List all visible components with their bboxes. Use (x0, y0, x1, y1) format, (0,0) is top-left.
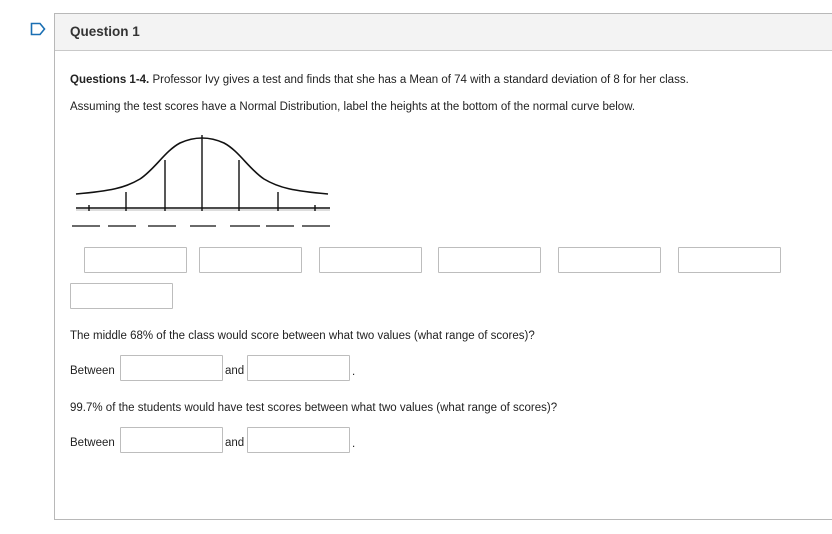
between-label: Between (70, 437, 115, 449)
height-input-4[interactable] (438, 247, 541, 273)
flag-icon[interactable] (30, 22, 46, 36)
period-label: . (352, 366, 356, 378)
question-header (55, 14, 832, 51)
question-title: Question 1 (70, 24, 140, 39)
range-68-high-input[interactable] (247, 355, 350, 381)
and-label: and (225, 437, 245, 449)
period-label: . (352, 438, 356, 450)
question-68-text: The middle 68% of the class would score between what two values (what range of scores)? (70, 330, 535, 342)
range-997-low-input[interactable] (120, 427, 223, 453)
question-997-text: 99.7% of the students would have test scores between what two values (what range of scores)? (70, 402, 558, 414)
height-input-1[interactable] (84, 247, 187, 273)
height-input-5[interactable] (558, 247, 661, 273)
height-input-2[interactable] (199, 247, 302, 273)
question-intro (70, 74, 689, 86)
and-label: and (225, 365, 245, 377)
height-input-6[interactable] (678, 247, 781, 273)
question-card (54, 13, 832, 520)
range-997-high-input[interactable] (247, 427, 350, 453)
normal-curve-figure (70, 131, 335, 231)
height-input-3[interactable] (319, 247, 422, 273)
range-68-low-input[interactable] (120, 355, 223, 381)
question-intro-bold: Questions 1-4. (70, 74, 150, 86)
height-input-7[interactable] (70, 283, 173, 309)
between-label: Between (70, 365, 115, 377)
question-instruction: Assuming the test scores have a Normal Distribution, label the heights at the bottom of the normal curve below. (70, 101, 636, 113)
question-intro-text: Professor Ivy gives a test and finds that she has a Mean of 74 with a standard deviation of 8 for her class. (149, 74, 689, 86)
